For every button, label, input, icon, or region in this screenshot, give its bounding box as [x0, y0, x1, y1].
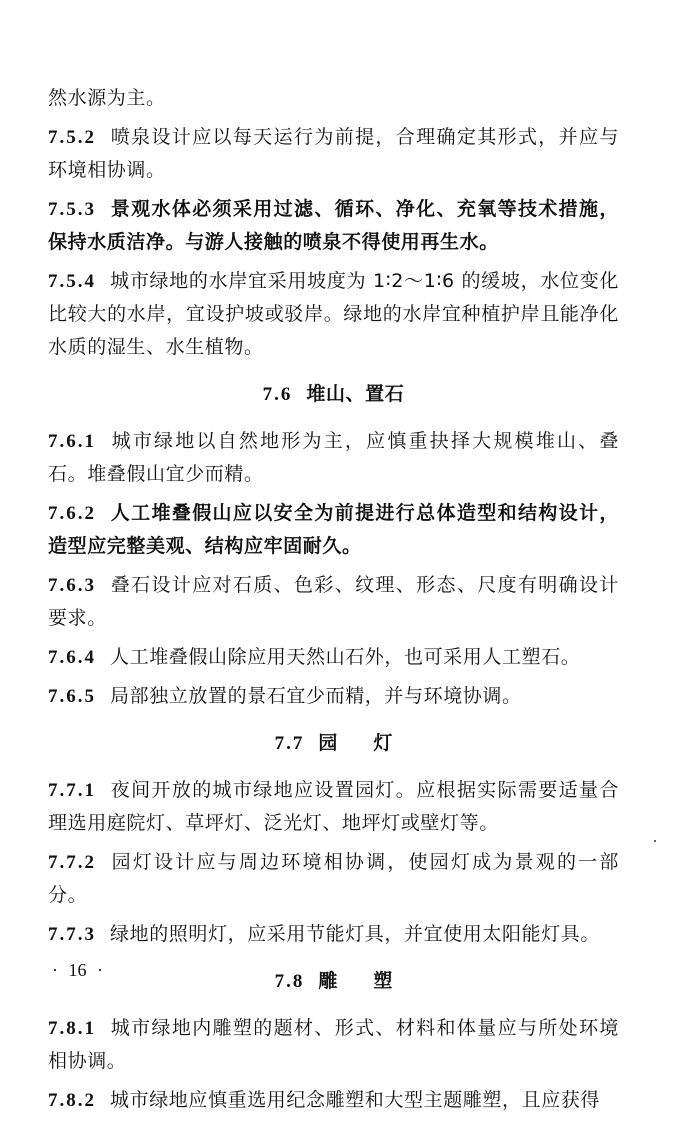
section-title: 园灯 — [318, 732, 429, 754]
clause-text: 园灯设计应与周边环境相协调，使园灯成为景观的一部分。 — [48, 851, 619, 906]
section-title: 堆山、置石 — [306, 383, 405, 405]
lead-text: 然水源为主。 — [48, 87, 166, 109]
clause-text: 叠石设计应对石质、色彩、纹理、形态、尺度有明确设计要求。 — [48, 574, 619, 629]
clause-number: 7.5.2 — [48, 127, 96, 148]
clause-paragraph — [48, 121, 619, 187]
clause-text: 局部独立放置的景石宜少而精，并与环境协调。 — [110, 685, 522, 707]
clause-number: 7.7.3 — [48, 924, 96, 945]
clause-text: 喷泉设计应以每天运行为前提，合理确定其形式，并应与环境相协调。 — [48, 126, 619, 181]
section-number: 7.6 — [262, 384, 293, 405]
clause-list — [48, 121, 619, 1117]
section-number: 7.7 — [274, 733, 305, 754]
clause-text: 城市绿地内雕塑的题材、形式、材料和体量应与所处环境相协调。 — [48, 1017, 619, 1072]
clause-number: 7.8.1 — [48, 1018, 96, 1039]
clause-paragraph — [48, 265, 619, 364]
clause-number: 7.8.2 — [48, 1090, 96, 1111]
section-heading — [48, 727, 619, 760]
clause-number: 7.5.3 — [48, 199, 96, 220]
clause-number: 7.6.1 — [48, 431, 96, 452]
section-number: 7.8 — [274, 971, 305, 992]
clause-number: 7.6.5 — [48, 686, 96, 707]
clause-paragraph — [48, 846, 619, 912]
page-number: · 16 · — [52, 960, 103, 980]
clause-paragraph — [48, 1084, 619, 1117]
clause-paragraph — [48, 497, 619, 563]
clause-text: 城市绿地应慎重选用纪念雕塑和大型主题雕塑，且应获得 — [110, 1089, 601, 1111]
clause-paragraph — [48, 774, 619, 840]
clause-number: 7.6.4 — [48, 647, 96, 668]
clause-number: 7.7.2 — [48, 852, 96, 873]
clause-text: 人工堆叠假山除应用天然山石外，也可采用人工塑石。 — [110, 646, 581, 668]
clause-paragraph — [48, 641, 619, 674]
section-title: 雕塑 — [318, 970, 429, 992]
clause-text: 夜间开放的城市绿地应设置园灯。应根据实际需要适量合理选用庭院灯、草坪灯、泛光灯、地坪灯或壁灯等。 — [48, 779, 619, 834]
clause-paragraph — [48, 569, 619, 635]
clause-text: 人工堆叠假山应以安全为前提进行总体造型和结构设计，造型应完整美观、结构应牢固耐久。 — [48, 502, 619, 557]
clause-number: 7.7.1 — [48, 780, 96, 801]
clause-number: 7.6.3 — [48, 575, 96, 596]
lead-paragraph — [48, 82, 619, 115]
clause-paragraph — [48, 425, 619, 491]
scan-speck — [654, 840, 656, 842]
section-heading — [48, 378, 619, 411]
section-heading — [48, 965, 619, 998]
clause-text: 城市绿地以自然地形为主，应慎重抉择大规模堆山、叠石。堆叠假山宜少而精。 — [48, 430, 619, 485]
clause-paragraph — [48, 918, 619, 951]
clause-text: 城市绿地的水岸宜采用坡度为 1∶2～1∶6 的缓坡，水位变化比较大的水岸，宜设护坡或驳岸。绿地的水岸宜种植护岸且能净化水质的湿生、水生植物。 — [48, 270, 619, 358]
clause-paragraph — [48, 193, 619, 259]
clause-number: 7.5.4 — [48, 271, 96, 292]
document-page — [48, 82, 619, 1123]
clause-text: 景观水体必须采用过滤、循环、净化、充氧等技术措施，保持水质洁净。与游人接触的喷泉不得使用再生水。 — [48, 198, 619, 253]
clause-paragraph — [48, 680, 619, 713]
clause-text: 绿地的照明灯，应采用节能灯具，并宜使用太阳能灯具。 — [110, 923, 601, 945]
clause-paragraph — [48, 1012, 619, 1078]
clause-number: 7.6.2 — [48, 503, 96, 524]
